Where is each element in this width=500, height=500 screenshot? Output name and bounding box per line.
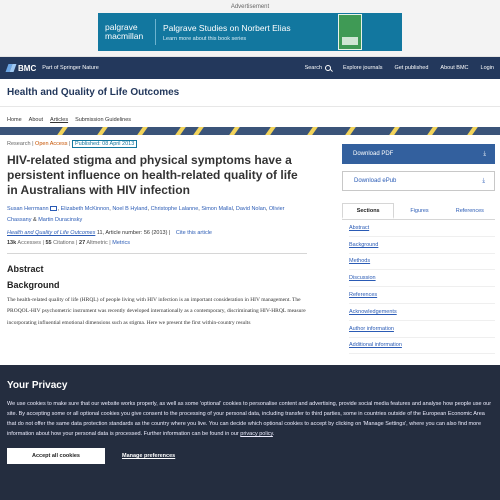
published-date: Published: 08 April 2013 <box>72 140 137 148</box>
download-epub-button[interactable] <box>342 171 495 191</box>
ad-title: Palgrave Studies on Norbert Elias <box>163 22 291 33</box>
author-link[interactable]: Simon Mallal <box>201 206 233 212</box>
author-link[interactable]: Christophe Lalanne <box>150 206 199 212</box>
author-list: Susan Herrmann , Elizabeth McKinnon, Noel B Hyland, Christophe Lalanne, Simon Mallal, David Nolan, Olivier Chassany & Martin Duracinsky <box>7 206 285 223</box>
cite-this-article-link[interactable]: Cite this article <box>175 230 212 236</box>
citations-label: Citations <box>53 240 75 246</box>
privacy-title: Your Privacy <box>7 380 68 391</box>
article-type: Research <box>7 141 31 147</box>
journal-title[interactable]: Health and Quality of Life Outcomes <box>7 87 180 98</box>
divider <box>7 253 307 254</box>
ad-text <box>156 23 291 42</box>
get-published-link[interactable]: Get published <box>394 65 429 71</box>
sidebar-tabs <box>342 203 495 220</box>
privacy-policy-link[interactable]: privacy policy <box>240 431 273 437</box>
ad-banner[interactable] <box>98 13 402 51</box>
search-icon <box>325 65 331 71</box>
explore-journals-link[interactable]: Explore journals <box>343 65 383 71</box>
download-pdf-label: Download PDF <box>353 151 394 157</box>
article-main <box>7 141 307 329</box>
manage-preferences-link[interactable]: Manage preferences <box>122 453 176 459</box>
article-metrics: 13k Accesses | 55 Citations | 27 Altmetric | Metrics <box>7 240 131 246</box>
login-link[interactable]: Login <box>480 65 494 71</box>
top-nav-links <box>305 65 494 71</box>
section-link-references[interactable]: References <box>349 287 495 304</box>
download-arrow-icon: ⤓ <box>483 150 486 157</box>
springer-tagline: Part of Springer Nature <box>42 65 99 71</box>
altmetric-count: 27 <box>79 240 86 246</box>
book-cover-image <box>338 14 362 50</box>
section-link-methods[interactable]: Methods <box>349 254 495 271</box>
ad-label: Advertisement <box>230 4 270 10</box>
decorative-stripe <box>0 127 500 135</box>
section-link-author-information[interactable]: Author information <box>349 321 495 338</box>
ad-brand-line2: macmillan <box>105 31 144 41</box>
cookie-consent-banner <box>0 365 500 500</box>
article-meta: Research | Open Access | Published: 08 April 2013 <box>7 141 307 147</box>
journal-subnav <box>0 107 500 127</box>
article-sidebar <box>342 144 495 354</box>
ad-subtitle: Learn more about this book series <box>163 35 247 42</box>
download-epub-label: Download ePub <box>354 178 397 184</box>
abstract-heading: Abstract <box>7 264 44 274</box>
bmc-logo-text: BMC <box>18 63 37 73</box>
subnav-home[interactable]: Home <box>7 117 22 123</box>
bmc-logo-icon <box>6 64 16 72</box>
accesses-label: Accesses <box>17 240 41 246</box>
author-link[interactable]: Elizabeth McKinnon <box>60 206 110 212</box>
email-icon[interactable] <box>50 206 57 211</box>
subnav-submission-guidelines[interactable]: Submission Guidelines <box>75 117 132 123</box>
privacy-actions <box>7 448 493 464</box>
ad-brand-line1: palgrave <box>105 22 138 32</box>
tab-figures[interactable]: Figures <box>410 208 429 214</box>
section-link-abstract[interactable]: Abstract <box>349 220 495 237</box>
citation-journal-link[interactable]: Health and Quality of Life Outcomes <box>7 230 96 236</box>
tab-references[interactable]: References <box>455 208 484 214</box>
privacy-text: We use cookies to make sure that our website works properly, as well as some 'optional' cookies to personalise content and advertising, provide social media features and analyse how people use our site. By accepting some or all optional cookies you give consent to the processing of your personal data, including transfer to third parties, some in countries outside of the European Economic Area that do not offer the same data protection standards as the country where you live. You can decide which optional cookies to accept by clicking on 'Manage Settings', where you can also find more information about how your personal data is processed. Further information can be found in our privacy policy. <box>7 401 492 437</box>
author-link[interactable]: Martin Duracinsky <box>38 217 83 223</box>
citation-line: Health and Quality of Life Outcomes 11, Article number: 56 (2013) | Cite this article <box>7 230 212 236</box>
section-link-background[interactable]: Background <box>349 237 495 254</box>
privacy-body: We use cookies to make sure that our website works properly, as well as some 'optional' cookies to personalise content and advertising, provide social media features and analyse how people use our site. By accepting some or all optional cookies you give consent to the processing of your personal data, including transfer to third parties, some in countries outside of the European Economic Area that do not offer the same data protection standards as the country where you live. You can decide which optional cookies to accept by clicking on 'Manage Settings', where you can also find more information about how your personal data is processed. Further information can be found in our <box>7 401 492 437</box>
citations-count: 55 <box>45 240 52 246</box>
open-access-badge: Open Access <box>35 141 68 147</box>
journal-header <box>0 79 500 107</box>
altmetric-label: Altmetric <box>86 240 108 246</box>
tab-sections[interactable]: Sections <box>342 203 394 219</box>
download-arrow-icon: ⤓ <box>482 177 485 184</box>
section-list <box>342 220 495 354</box>
accesses-count: 13k <box>7 240 17 246</box>
advertisement-area <box>0 0 500 57</box>
section-link-acknowledgements[interactable]: Acknowledgements <box>349 304 495 321</box>
section-link-discussion[interactable]: Discussion <box>349 270 495 287</box>
download-pdf-button[interactable] <box>342 144 495 164</box>
search-button[interactable] <box>305 65 331 71</box>
accept-all-cookies-button[interactable]: Accept all cookies <box>7 448 105 464</box>
section-link-additional-information[interactable]: Additional information <box>349 338 495 355</box>
author-link[interactable]: David Nolan <box>235 206 266 212</box>
background-heading: Background <box>7 280 60 290</box>
author-link[interactable]: Noel B Hyland <box>112 206 148 212</box>
metrics-link[interactable]: Metrics <box>112 240 131 246</box>
bmc-logo[interactable] <box>6 64 36 73</box>
subnav-articles[interactable]: Articles <box>50 117 69 123</box>
top-navigation-bar <box>0 57 500 79</box>
citation-details: 11, Article number: 56 (2013) <box>96 230 168 236</box>
search-label: Search <box>304 65 323 71</box>
author-link[interactable]: Susan Herrmann <box>7 206 49 212</box>
subnav-about[interactable]: About <box>28 117 44 123</box>
author-link[interactable]: Olivier Chassany <box>7 206 285 223</box>
about-bmc-link[interactable]: About BMC <box>440 65 469 71</box>
abstract-text: The health-related quality of life (HRQL) of people living with HIV infection is an important consideration in HIV management. The PROQOL-HIV psychometric instrument was recently developed internationally as a contemporary, discriminating HIV-HRQL measure incorporating influential emotional dimensions such as stigma. Here we present the first within-country results <box>7 297 306 326</box>
article-title: HIV-related stigma and physical symptoms have a persistent influence on health-related quality of life in Australians with HIV infection <box>7 153 298 197</box>
palgrave-logo <box>98 19 156 45</box>
